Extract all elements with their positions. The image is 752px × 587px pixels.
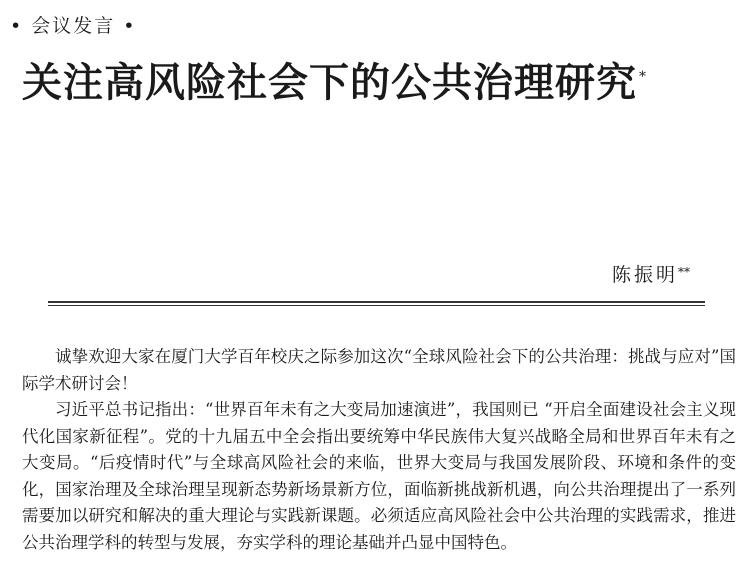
article-title (22, 58, 647, 108)
author-name (612, 262, 690, 288)
author-text: 陈振明 (611, 264, 678, 286)
paragraph: 诚挚欢迎大家在厦门大学百年校庆之际参加这次“全球风险社会下的公共治理：挑战与应对”国际学术研讨会！ (22, 347, 736, 393)
header-rule-thick (48, 301, 705, 303)
article-body (22, 344, 736, 556)
paragraph: 习近平总书记指出：“世界百年未有之大变局加速演进”，我国则已 “开启全面建设社会主义现代化国家新征程”。党的十九届五中全会指出要统筹中华民族伟大复兴战略全局和世界百年未有之大变局。“后疫情时代”与全球高风险社会的来临，世界大变局与我国发展阶段、环境和条件的变化，国家治理及全球治理呈现新态势新场景新方位，面临新挑战新机遇，向公共治理提出了一系列需要加以研究和解决的重大理论与实践新课题。必须适应高风险社会中公共治理的实践需求，推进公共治理学科的转型与发展，夯实学科的理论基础并凸显中国特色。 (22, 400, 736, 552)
title-text: 关注高风险社会下的公共治理研究 (22, 59, 637, 106)
header-rule-thin (48, 305, 705, 306)
title-footnote-mark: * (639, 69, 647, 85)
section-tag: • 会议发言 • (10, 15, 137, 37)
author-footnote-mark: ** (678, 265, 690, 279)
